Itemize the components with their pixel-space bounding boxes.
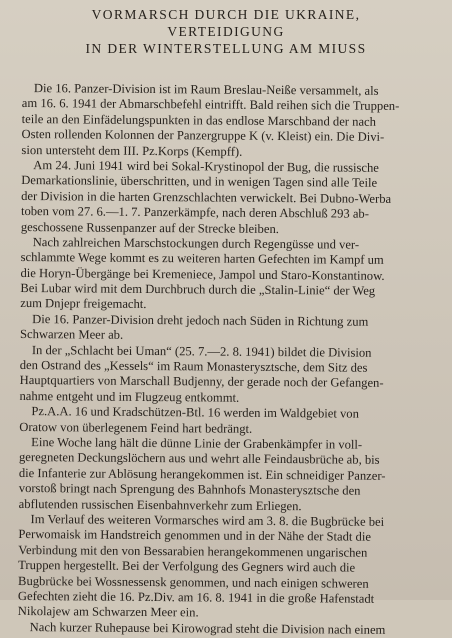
text-line: sion untersteht dem III. Pz.Korps (Kempff). <box>21 142 243 159</box>
text-line: Oratow von überlegenem Feind hart bedrängt. <box>19 419 253 436</box>
text-line: schlammte Wege kommt es zu weiteren harten Gefechten im Kampf um <box>20 250 384 268</box>
text-line: Nach kurzer Ruhepause bei Kirowograd steht die Division nach einem <box>29 619 386 637</box>
text-line: teile an den Einfädelungspunkten in das endlose Marschband der nach <box>21 111 377 129</box>
heading-line-3: IN DER WINTERSTELLUNG AM MIUSS <box>85 41 367 56</box>
text-line: Eine Woche lang hält die dünne Linie der Grabenkämpfer in voll- <box>31 435 363 452</box>
text-line: der Division in die harten Grenzschlachten verwickelt. Bei Dubno-Werba <box>21 188 392 206</box>
text-line: Die 16. Panzer-Division dreht jedoch nach Süden in Richtung zum <box>32 311 369 329</box>
text-line: Nikolajew am Schwarzen Meer ein. <box>17 604 199 620</box>
text-line: Verbindung mit den von Bessarabien herangekommenen ungarischen <box>18 542 368 560</box>
text-line: vorstoß bringt nach Sprengung des Bahnhofs Monasterysztsche den <box>18 481 361 498</box>
text-line: Hauptquartiers von Marschall Budjenny, der gerade noch der Gefangen- <box>19 373 384 391</box>
chapter-heading <box>0 6 452 57</box>
text-line: Pz.A.A. 16 und Kradschützen-Btl. 16 werden im Waldgebiet von <box>31 404 359 421</box>
text-line: Bei Lubar wird mit dem Durchbruch durch die „Stalin-Linie“ der Weg <box>20 281 376 298</box>
text-line: Perwomaisk im Handstreich genommen und in der Nähe der Stadt die <box>18 527 372 545</box>
text-line: geregneten Deckungslöchern aus und wehrt alle Feindausbrüche ab, bis <box>18 450 380 468</box>
text-line: Truppen hergestellt. Bei der Verfolgung des Gegners wird auch die <box>18 558 356 575</box>
text-line: Demarkationslinie, überschritten, und in wenigen Tagen sind alle Teile <box>21 173 378 191</box>
text-line: Osten rollenden Kolonnen der Panzergruppe K (v. Kleist) ein. Die Divi- <box>21 127 385 145</box>
text-line: Bugbrücke bei Wossnessensk genommen, und nach einigen schweren <box>18 573 369 591</box>
heading-line-2: VERTEIDIGUNG <box>167 24 285 39</box>
text-line: Die 16. Panzer-Division ist im Raum Breslau-Neiße versammelt, als <box>33 81 379 98</box>
text-line: Nach zahlreichen Marschstockungen durch Regengüsse und ver- <box>32 234 360 252</box>
heading-line-1: VORMARSCH DURCH DIE UKRAINE, <box>91 7 361 22</box>
text-line: Schwarzen Meer ab. <box>19 327 124 343</box>
text-line: zum Dnjepr freigemacht. <box>20 296 147 312</box>
text-line: die Horyn-Übergänge bei Kremeniece, Jampol und Staro-Konstantinow. <box>20 265 385 283</box>
text-line: Im Verlauf des weiteren Vormarsches wird am 3. 8. die Bugbrücke bei <box>30 512 385 529</box>
body-text <box>18 81 442 638</box>
text-line: toben vom 27. 6.—1. 7. Panzerkämpfe, nach deren Abschluß 293 ab- <box>20 204 370 221</box>
text-line: In der „Schlacht bei Uman“ (25. 7.—2. 8. 1941) bildet die Division <box>31 342 372 360</box>
text-line: am 16. 6. 1941 der Abmarschbefehl eintrifft. Bald reihen sich die Truppen- <box>21 96 400 114</box>
text-line: die Infanterie zur Ablösung herangekommen ist. Ein schneidiger Panzer- <box>18 465 386 483</box>
text-line: Gefechten zieht die 16. Pz.Div. am 16. 8. 1941 in die große Hafenstadt <box>17 588 375 606</box>
text-line: den Ostrand des „Kessels“ im Raum Monasterysztsche, dem Sitz des <box>19 358 368 375</box>
text-line: Am 24. Juni 1941 wird bei Sokal-Krystinopol der Bug, die russische <box>33 158 379 175</box>
text-line: abflutenden russischen Eisenbahnverkehr zum Erliegen. <box>18 496 302 513</box>
text-line: nahme entgeht und im Flugzeug entkommt. <box>19 388 240 405</box>
text-line: geschossene Russenpanzer auf der Strecke bleiben. <box>20 219 279 236</box>
